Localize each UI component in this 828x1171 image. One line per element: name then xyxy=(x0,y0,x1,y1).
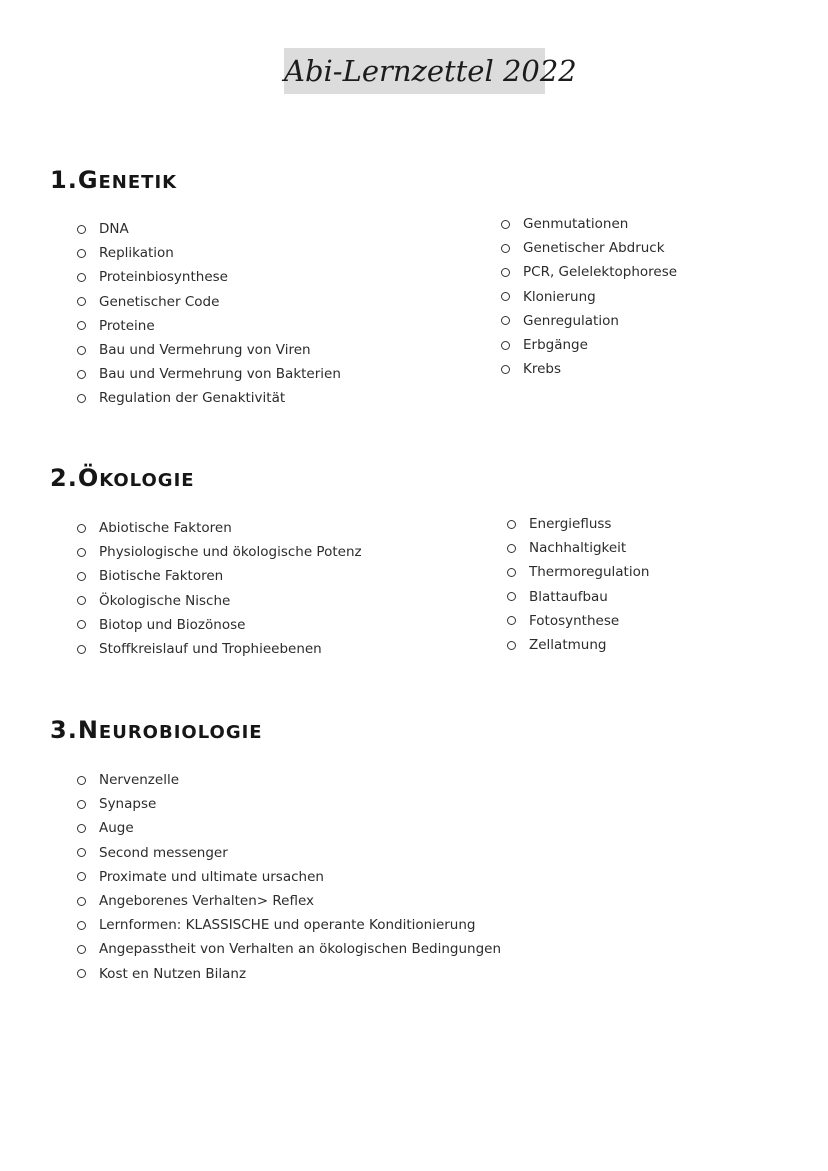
genetik-list-left xyxy=(77,217,341,411)
section-heading-oekologie xyxy=(50,464,195,492)
bullet-icon xyxy=(77,620,86,629)
bullet-icon xyxy=(77,969,86,978)
heading-rest: ENETIK xyxy=(98,172,178,193)
list-item-text: Second messenger xyxy=(99,844,228,861)
list-item-text: Erbgänge xyxy=(523,337,588,354)
list-item xyxy=(77,865,501,889)
heading-prefix: 3.N xyxy=(50,716,99,744)
heading-prefix: 2.Ö xyxy=(50,464,100,492)
list-item-text: PCR, Gelelektophorese xyxy=(523,264,678,281)
bullet-icon xyxy=(77,848,86,857)
list-item xyxy=(77,889,501,913)
list-item-text: Angepasstheit von Verhalten an ökologischen Bedingungen xyxy=(99,941,502,958)
bullet-icon xyxy=(77,273,86,282)
heading-rest: EUROBIOLOGIE xyxy=(98,722,263,743)
list-item xyxy=(507,633,649,657)
list-item-text: Genmutationen xyxy=(523,216,629,233)
bullet-icon xyxy=(507,616,516,625)
bullet-icon xyxy=(77,249,86,258)
list-item-text: Klonierung xyxy=(523,288,596,305)
list-item xyxy=(77,241,341,265)
bullet-icon xyxy=(77,548,86,557)
list-item-text: Zellatmung xyxy=(529,637,607,654)
bullet-icon xyxy=(507,592,516,601)
list-item-text: Proteine xyxy=(99,317,155,334)
list-item-text: Bau und Vermehrung von Viren xyxy=(99,342,311,359)
bullet-icon xyxy=(77,524,86,533)
bullet-icon xyxy=(77,645,86,654)
list-item-text: Abiotische Faktoren xyxy=(99,520,232,537)
bullet-icon xyxy=(77,921,86,930)
bullet-icon xyxy=(77,346,86,355)
bullet-icon xyxy=(77,572,86,581)
bullet-icon xyxy=(77,394,86,403)
list-item-text: Genetischer Code xyxy=(99,293,220,310)
list-item-text: Replikation xyxy=(99,245,174,262)
bullet-icon xyxy=(77,800,86,809)
list-item xyxy=(507,560,649,584)
section-heading-neurobiologie xyxy=(50,716,263,744)
bullet-icon xyxy=(507,544,516,553)
list-item xyxy=(501,260,677,284)
list-item-text: Ökologische Nische xyxy=(99,592,231,609)
list-item xyxy=(77,768,501,792)
bullet-icon xyxy=(501,365,510,374)
bullet-icon xyxy=(77,297,86,306)
list-item xyxy=(77,637,362,661)
list-item xyxy=(77,589,362,613)
list-item xyxy=(77,516,362,540)
list-item xyxy=(77,937,501,961)
bullet-icon xyxy=(77,824,86,833)
bullet-icon xyxy=(501,244,510,253)
list-item xyxy=(77,362,341,386)
section-heading-genetik xyxy=(50,166,177,194)
list-item-text: Blattaufbau xyxy=(529,588,608,605)
list-item-text: Biotop und Biozönose xyxy=(99,616,246,633)
list-item xyxy=(77,314,341,338)
list-item xyxy=(77,792,501,816)
bullet-icon xyxy=(77,225,86,234)
list-item-text: Kost en Nutzen Bilanz xyxy=(99,965,247,982)
bullet-icon xyxy=(501,220,510,229)
list-item xyxy=(501,309,677,333)
list-item xyxy=(507,609,649,633)
bullet-icon xyxy=(77,897,86,906)
list-item-text: Regulation der Genaktivität xyxy=(99,390,286,407)
bullet-icon xyxy=(501,341,510,350)
bullet-icon xyxy=(77,776,86,785)
bullet-icon xyxy=(507,520,516,529)
bullet-icon xyxy=(507,641,516,650)
list-item xyxy=(507,585,649,609)
list-item-text: Fotosynthese xyxy=(529,612,620,629)
bullet-icon xyxy=(501,292,510,301)
list-item-text: Krebs xyxy=(523,361,562,378)
list-item-text: Biotische Faktoren xyxy=(99,568,224,585)
list-item xyxy=(77,564,362,588)
list-item xyxy=(77,338,341,362)
list-item-text: Nervenzelle xyxy=(99,772,180,789)
list-item xyxy=(77,265,341,289)
list-item-text: Nachhaltigkeit xyxy=(529,540,627,557)
bullet-icon xyxy=(77,596,86,605)
list-item xyxy=(77,290,341,314)
list-item-text: Physiologische und ökologische Potenz xyxy=(99,544,362,561)
list-item-text: Stoffkreislauf und Trophieebenen xyxy=(99,641,322,658)
bullet-icon xyxy=(77,872,86,881)
list-item xyxy=(77,386,341,410)
list-item xyxy=(501,333,677,357)
bullet-icon xyxy=(77,370,86,379)
list-item xyxy=(77,962,501,986)
list-item-text: Genregulation xyxy=(523,312,619,329)
page-title: Abi-Lernzettel 2022 xyxy=(284,54,577,88)
list-item xyxy=(77,816,501,840)
heading-prefix: 1.G xyxy=(50,166,99,194)
list-item-text: Lernformen: KLASSISCHE und operante Konditionierung xyxy=(99,917,476,934)
list-item-text: Bau und Vermehrung von Bakterien xyxy=(99,366,341,383)
oekologie-list-right xyxy=(507,512,649,657)
list-item-text: Thermoregulation xyxy=(529,564,650,581)
list-item xyxy=(507,512,649,536)
oekologie-list-left xyxy=(77,516,362,661)
list-item-text: Proteinbiosynthese xyxy=(99,269,228,286)
list-item xyxy=(77,841,501,865)
list-item-text: Synapse xyxy=(99,796,157,813)
bullet-icon xyxy=(501,268,510,277)
bullet-icon xyxy=(507,568,516,577)
list-item-text: Proximate und ultimate ursachen xyxy=(99,868,324,885)
list-item xyxy=(501,236,677,260)
list-item-text: Genetischer Abdruck xyxy=(523,240,665,257)
bullet-icon xyxy=(77,321,86,330)
list-item xyxy=(77,217,341,241)
list-item xyxy=(507,536,649,560)
heading-rest: KOLOGIE xyxy=(99,470,195,491)
list-item-text: Auge xyxy=(99,820,134,837)
neurobiologie-list xyxy=(77,768,501,986)
list-item xyxy=(77,540,362,564)
genetik-list-right xyxy=(501,212,677,381)
bullet-icon xyxy=(501,316,510,325)
list-item-text: Energiefluss xyxy=(529,516,612,533)
list-item xyxy=(501,212,677,236)
bullet-icon xyxy=(77,945,86,954)
list-item xyxy=(77,613,362,637)
list-item xyxy=(501,285,677,309)
list-item-text: Angeborenes Verhalten> Reflex xyxy=(99,893,315,910)
list-item xyxy=(501,357,677,381)
list-item-text: DNA xyxy=(99,221,129,238)
list-item xyxy=(77,913,501,937)
